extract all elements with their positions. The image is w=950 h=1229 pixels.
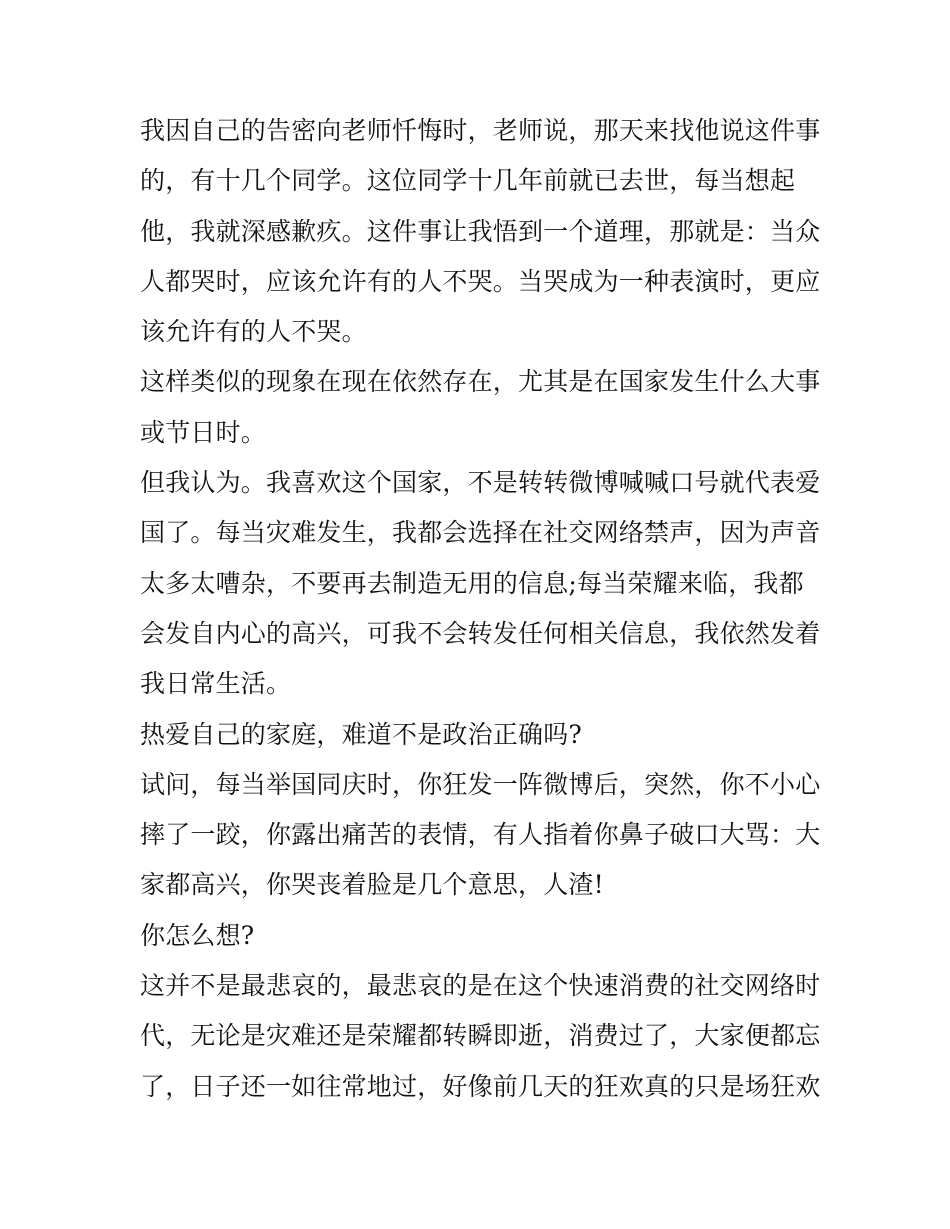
text-line: 的，有十几个同学。这位同学十几年前就已去世，每当想起 xyxy=(140,166,796,196)
text-line: 热爱自己的家庭，难道不是政治正确吗? xyxy=(140,719,583,749)
text-line: 太多太嘈杂，不要再去制造无用的信息;每当荣耀来临，我都 xyxy=(140,568,804,598)
text-line: 该允许有的人不哭。 xyxy=(140,317,367,347)
text-line: 我日常生活。 xyxy=(140,669,292,699)
text-line: 人都哭时，应该允许有的人不哭。当哭成为一种表演时，更应 xyxy=(140,266,821,296)
text-line: 这并不是最悲哀的，最悲哀的是在这个快速消费的社交网络时 xyxy=(140,971,821,1001)
text-line: 会发自内心的高兴，可我不会转发任何相关信息，我依然发着 xyxy=(140,618,821,648)
text-line: 摔了一跤，你露出痛苦的表情，有人指着你鼻子破口大骂：大 xyxy=(140,820,821,850)
text-line: 但我认为。我喜欢这个国家，不是转转微博喊喊口号就代表爱 xyxy=(140,468,821,498)
text-line: 这样类似的现象在现在依然存在，尤其是在国家发生什么大事 xyxy=(140,367,821,397)
text-line: 我因自己的告密向老师忏悔时，老师说，那天来找他说这件事 xyxy=(140,116,821,145)
text-line: 或节日时。 xyxy=(140,417,267,447)
text-line: 他，我就深感歉疚。这件事让我悟到一个道理，那就是：当众 xyxy=(140,216,821,246)
text-line: 家都高兴，你哭丧着脸是几个意思，人渣! xyxy=(140,870,604,900)
document-body xyxy=(140,106,821,1112)
text-line: 了，日子还一如往常地过，好像前几天的狂欢真的只是场狂欢 xyxy=(140,1071,821,1101)
text-line: 你怎么想? xyxy=(140,920,255,950)
text-line: 代，无论是灾难还是荣耀都转瞬即逝，消费过了，大家便都忘 xyxy=(140,1021,821,1051)
text-line: 国了。每当灾难发生，我都会选择在社交网络禁声，因为声音 xyxy=(140,518,821,548)
text-line: 试问，每当举国同庆时，你狂发一阵微博后，突然，你不小心 xyxy=(140,769,821,799)
